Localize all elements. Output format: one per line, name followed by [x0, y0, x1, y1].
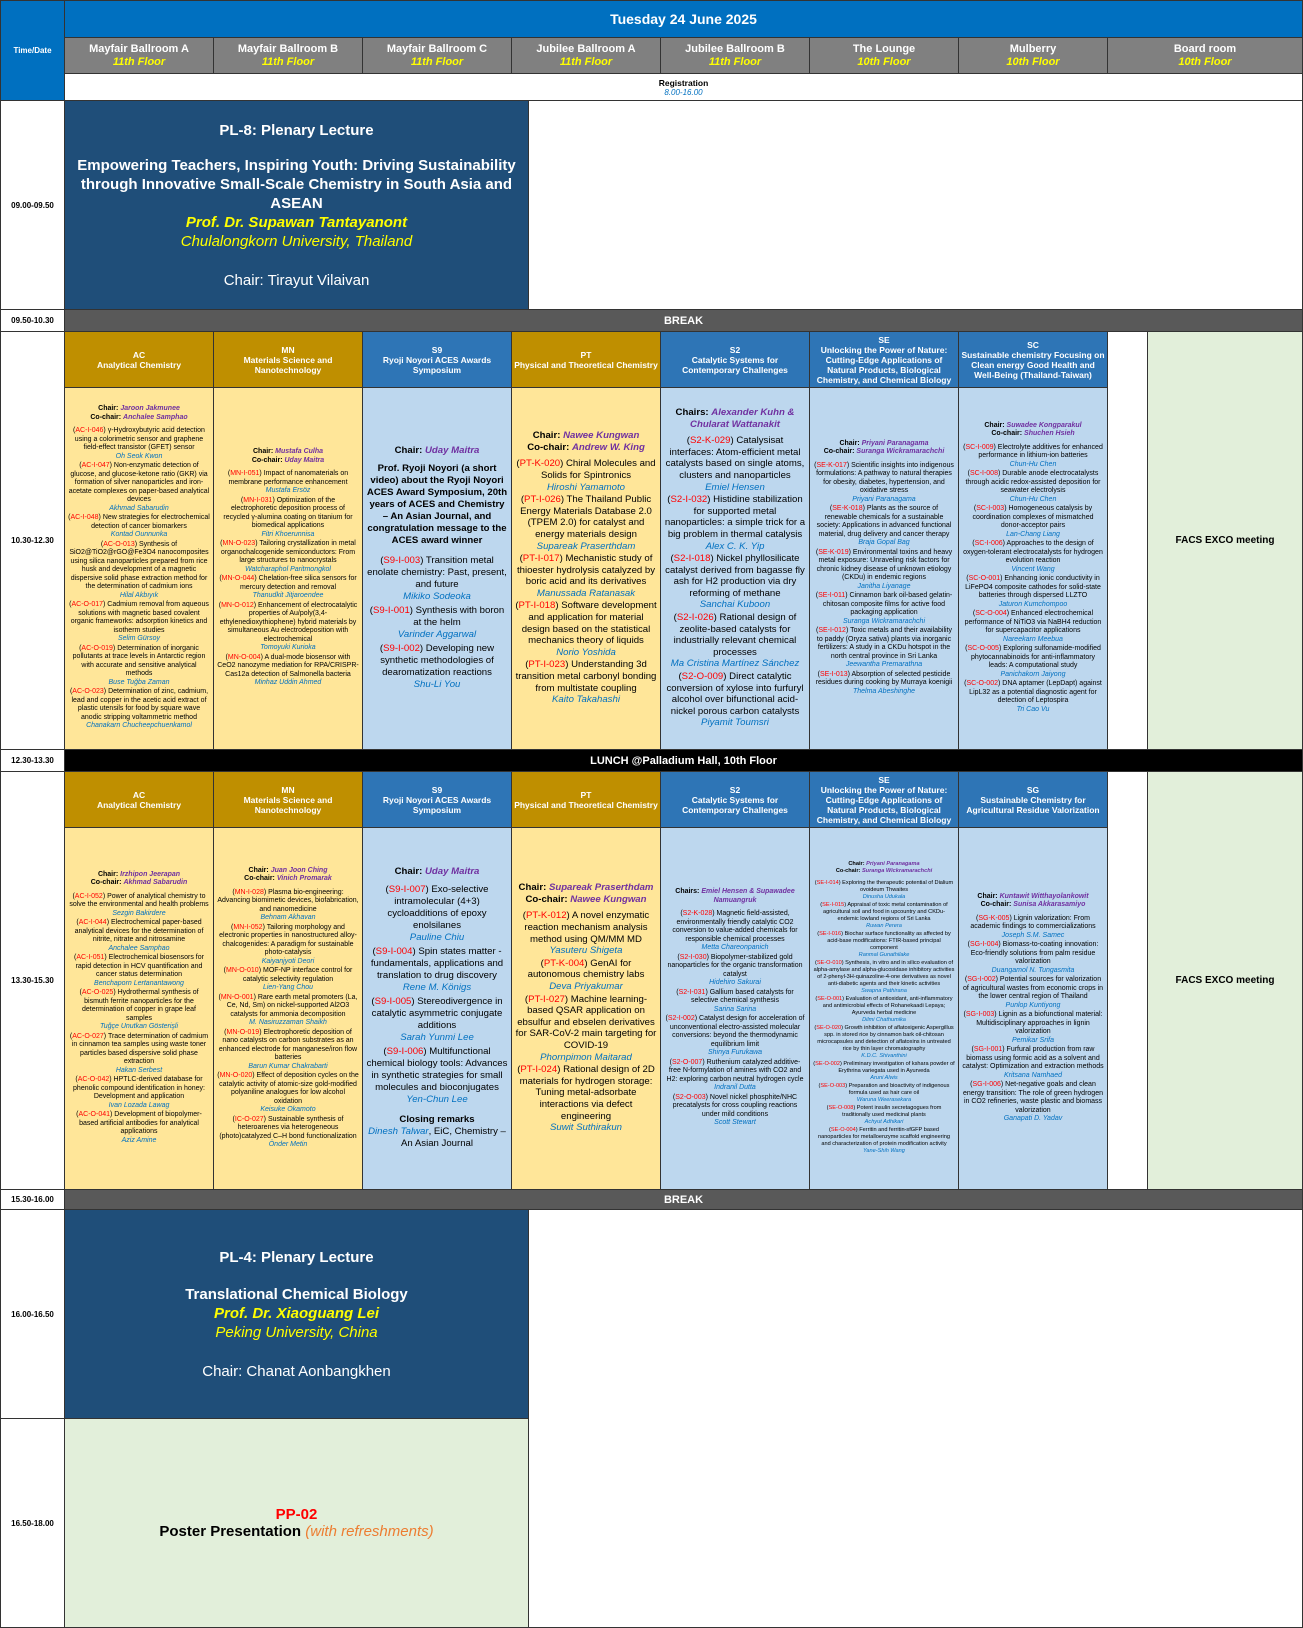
session-header	[660, 771, 810, 828]
room-floor: 11th Floor	[559, 55, 613, 68]
talk: (S9-I-006) Multifunctional chemical biology tools: Advances in synthetic strategies for small molecules and bioconjugates Yen-Chun Lee	[366, 1045, 508, 1105]
room-floor: 11th Floor	[112, 55, 166, 68]
session-body	[958, 827, 1108, 1190]
talk: (MN-O-004) A dual-mode biosensor with CeO2 nanozyme mediation for RPA/CRISPR-Cas12a detection of Salmonella bacteria Minhaz Uddin Ahmed	[217, 653, 359, 687]
talk: (SE-O-004) Ferritin and ferritin-sfGFP based nanoparticles for metalloenzyme scaffold engineering and characterization of protein modification activity Yane-Shih Wang	[817, 1127, 951, 1154]
session-header	[809, 331, 959, 388]
poster-session: PP-02 Poster Presentation (with refreshments)	[64, 1418, 529, 1628]
closing-remarks: Closing remarks Dinesh Talwar, EiC, Chemistry – An Asian Journal	[368, 1113, 506, 1149]
talk: (MN-I-052) Tailoring morphology and electronic properties in nanostructured alloy-chalcogenides: A paradigm for sustainable photo-catalysis Kaiyanjyoti Deori	[219, 923, 357, 965]
session-chair: Chair: Kuntawit Witthayolankowit Co-chair: Sunisa Akkarasamiyo	[977, 892, 1089, 908]
talk: (SE-I-014) Exploring the therapeutic potential of Dialium ovoideum Thwaites Dinusha Udukala	[814, 880, 954, 900]
talk: (MN-O-012) Enhancement of electrocatalytic properties of Au/poly(3,4-ethylenedioxythiophene) hybrid materials by simultaneous Au electrodeposition with electrochemical Tomoyuki Kurioka	[218, 601, 358, 652]
talk: (SE-O-010) Synthesis, in vitro and in silico evaluation of alpha-amylase and alpha-glucosidase inhibitory activities of 2-phenyl-3H-quinazoline-4-one derivatives as novel anti-diabetic agents and their kinetic activities Swapna Pathirana	[813, 960, 955, 994]
session-name: Materials Science and Nanotechnology	[243, 354, 333, 375]
session-code: AC	[132, 789, 146, 800]
talk: (PT-K-004) GenAI for autonomous chemistry labs Deva Priyakumar	[527, 957, 645, 993]
talk: (SE-O-002) Preliminary investigation of kshara powder of Erythrina variegata used in Ayurveda Aruni Alwis	[813, 1061, 955, 1081]
talk: (AC-I-051) Electrochemical biosensors for rapid detection in HCV quantification and cancer status determination Benchaporn Lertanantawong	[74, 954, 204, 987]
session-chairs: Chairs: Alexander Kuhn & Chularat Wattanakit	[675, 406, 795, 430]
lunch-banner: LUNCH @Palladium Hall, 10th Floor	[64, 749, 1303, 772]
session-body	[511, 827, 661, 1190]
session-name: Unlocking the Power of Nature: Cutting-Edge Applications of Natural Products, Biological Chemistry, and Chemical Biology	[816, 784, 952, 825]
talk: (SC-O-004) Enhanced electrochemical performance of NiTiO3 via NaBH4 reduction for supercapacitor applications Nareekarn Meebua	[964, 610, 1102, 643]
session-intro: Prof. Ryoji Noyori (a short video) about the Ryoji Noyori ACES Award Symposium, 20th years of ACES and Chemistry – An Asian Journal, and congratulation message to the ACES award winner	[366, 462, 508, 546]
talk: (AC-O-023) Determination of zinc, cadmium, lead and copper in the acetic acid extract of plastic utensils for food by square wave anodic stripping voltammetric method Chanakarn Chucheepchuenkamol	[69, 688, 209, 730]
session-code: PT	[580, 349, 592, 360]
room-floor: 11th Floor	[261, 55, 315, 68]
time-slot: 16.50-18.00	[0, 1418, 65, 1628]
exco-meeting-pm: FACS EXCO meeting	[1147, 771, 1303, 1190]
talk: (AC-O-027) Trace determination of cadmium in cinnamon tea samples using waste toner particles based dispersive solid phase extraction Hakan Serbest	[69, 1032, 209, 1074]
session-name: Catalytic Systems for Contemporary Challenges	[682, 794, 788, 815]
time-slot: 12.30-13.30	[0, 749, 65, 772]
talk: (MN-O-010) MOF-NP interface control for catalytic selectivity regulation Lien-Yang Chou	[223, 967, 353, 991]
session-body	[362, 387, 512, 750]
talk: (SC-I-009) Electrolyte additives for enhanced performance in lithium-ion batteries Chun-Hu Chen	[963, 443, 1103, 468]
session-name: Materials Science and Nanotechnology	[243, 794, 333, 815]
break-banner: BREAK	[64, 309, 1303, 332]
date-title: Tuesday 24 June 2025	[64, 0, 1303, 38]
talk: (AC-O-019) Determination of inorganic pollutants at trace levels in Antarctic region with accurate and sensitive analytical methods Buse Tuğba Zaman	[72, 644, 206, 686]
talk: (S9-I-007) Exo-selective intramolecular (4+3) cycloadditions of epoxy enolsilanes Pauline Chiu	[385, 883, 489, 943]
session-code: SE	[878, 334, 890, 345]
talk: (SG-I-002) Potential sources for valorization of agricultural wastes from economic crops in the lower central region of Thailand Punlop Kuntiyong	[962, 976, 1104, 1009]
session-chair: Chair: Uday Maitra	[394, 444, 480, 456]
session-body	[958, 387, 1108, 750]
room-header	[1107, 37, 1303, 74]
talk: (SE-I-012) Toxic metals and their availability to paddy (Oryza sativa) plants via inorganic fertilizers: A study in a CKDu hotspot in the north central province in Sri Lanka Jeewantha Premarathna	[815, 627, 953, 669]
talk: (AC-O-013) Synthesis of SiO2@TiO2@rGO@Fe3O4 nanocomposites using silica nanoparticles prepared from rice husk and development of a magnetic dispersive solid phase extraction method for the determination of cadmium ions Hilal Akbıyık	[69, 540, 209, 599]
talk: (SE-O-020) Growth inhibition of aflatoxigenic Aspergillus spp. in stored rice by cinnamon bark oil-chitosan microcapsules and detection of aflatoxins in untreated rice by thin layer chromatography K.D.C. Shivanthini	[814, 1025, 954, 1059]
session-body	[511, 387, 661, 750]
session-chair: Chair: Suwadee Kongparakul Co-chair: Shuchen Hsieh	[984, 421, 1082, 438]
session-chair: Chair: Mustafa Culha Co-chair: Uday Maitra	[251, 448, 325, 464]
session-body	[809, 827, 959, 1190]
talk: (S9-I-001) Synthesis with boron at the helm Varinder Aggarwal	[369, 604, 505, 640]
talk: (PT-I-024) Rational design of 2D materials for hydrogen storage: Tuning metal-adsorbate interactions via defect engineering Suwit Suthirakun	[517, 1064, 655, 1134]
session-code: MN	[281, 344, 295, 355]
session-name: Unlocking the Power of Nature: Cutting-Edge Applications of Natural Products, Biological Chemistry, and Chemical Biology	[816, 344, 952, 385]
session-header	[511, 771, 661, 828]
session-chair: Chair: Juan Joon Ching Co-chair: Vinich Promarak	[244, 866, 332, 882]
talk: (S9-I-005) Stereodivergence in catalytic asymmetric conjugate additions Sarah Yunmi Lee	[371, 995, 503, 1043]
session-header	[958, 331, 1108, 388]
talk: (SG-I-001) Furfural production from raw biomass using formic acid as a solvent and catalyst: Optimization and extraction methods Kritsana Namhaed	[962, 1046, 1104, 1079]
room-name: The Lounge	[852, 42, 916, 55]
session-chair: Chair: Priyani Paranagama Co-chair: Suranga Wickramarachchi	[823, 439, 945, 456]
session-chair: Chair: Supareak Praserthdam Co-chair: Nawee Kungwan	[518, 882, 654, 905]
talk: (SC-I-006) Approaches to the design of oxygen-tolerant electrocatalysts for hydrogen evolution reaction Vincent Wang	[963, 540, 1103, 573]
room-header	[362, 37, 512, 74]
talk: (AC-I-047) Non-enzymatic detection of glucose, and glucose-ketone ratio (GKR) via formation of silver nanoparticles and iron-acetate complexes on paper-based analytical devices Akhmad Sabarudin	[68, 462, 210, 512]
room-name: Board room	[1173, 42, 1237, 55]
talk: (PT-I-027) Machine learning-based QSAR application on ebsulfur and ebselen derivatives for SAR-CoV-2 main targeting for COVID-19 Phornpimon Maitarad	[515, 993, 657, 1063]
talk: (S2-O-003) Novel nickel phosphite/NHC precatalysts for cross coupling reactions under mild conditions Scott Stewart	[672, 1093, 798, 1127]
talk: (PT-I-017) Mechanistic study of thioester hydrolysis catalyzed by boric acid and its derivatives Manussada Ratanasak	[516, 553, 656, 599]
talk: (SC-O-001) Enhancing ionic conductivity in LiFePO4 composite cathodes for solid-state batteries through dispersed LLZTO Jaturon Kumchompoo	[965, 575, 1101, 608]
room-name: Mayfair Ballroom C	[386, 42, 488, 55]
talk: (AC-O-025) Hydrothermal synthesis of bismuth ferrite nanoparticles for the determination of copper in grape leaf samples Tuğçe Unutkan Gösterişli	[79, 989, 199, 1031]
talk: (S2-I-031) Gallium based catalysts for selective chemical synthesis Sarina Sarina	[676, 988, 794, 1013]
talk: (AC-O-017) Cadmium removal from aqueous solutions with magnetic based covalent organic frameworks: adsorption kinetics and isotherm studies Selim Gürsoy	[69, 601, 209, 643]
talk: (SC-O-005) Exploring sulfonamide-modified phytocannabinoids for anti-inflammatory leads: A computational study Panichakorn Jaiyong	[965, 645, 1101, 678]
poster-title: Poster Presentation	[159, 1523, 302, 1540]
talk: (SE-O-001) Evaluation of antioxidant, anti-inflammatory and antimicrobial effects of Rohanekaadi Lepaya; Ayurveda herbal medicine Dilmi Chathumika	[815, 996, 953, 1023]
session-code: MN	[281, 784, 295, 795]
time-slot: 10.30-12.30	[0, 331, 65, 750]
session-code: S9	[431, 344, 443, 355]
talk: (PT-I-026) The Thailand Public Energy Materials Database 2.0 (TPEM 2.0) for catalyst and energy materials design Supareak Praserthdam	[520, 494, 652, 552]
room-header	[958, 37, 1108, 74]
talk: (S2-O-009) Direct catalytic conversion of xylose into furfuryl alcohol over bifunctional acid-nickel porous carbon catalysts Piyamit Toumsri	[666, 671, 804, 729]
talk: (IC-O-027) Sustainable synthesis of heteroarenes via heterogeneous (photo)catalyzed C–H bond functionalization Önder Metin	[219, 1115, 357, 1148]
talk: (MN-O-001) Rare earth metal promoters (La, Ce, Nd, Sm) on nickel-supported Al2O3 catalysts for ammonia decomposition M. Nasiruzzaman Shaikh	[218, 993, 358, 1026]
talk: (SE-O-008) Potent insulin secretagogues from traditionally used medicinal plants Achyut Adhikari	[826, 1105, 942, 1125]
session-header	[213, 331, 363, 388]
empty-area	[528, 100, 1303, 310]
session-code: S2	[729, 344, 741, 355]
talk: (SG-I-004) Biomass-to-coating innovation: Eco-friendly solutions from palm residue valorization Duangamol N. Tungasmita	[967, 941, 1099, 974]
session-body	[660, 827, 810, 1190]
session-header	[809, 771, 959, 828]
room-header	[660, 37, 810, 74]
talk: (AC-O-041) Development of biopolymer-based artificial antibodies for analytical applications Aziz Amine	[76, 1111, 202, 1144]
session-header	[958, 771, 1108, 828]
time-date-header: Time/Date	[0, 0, 65, 101]
talk: (MN-O-019) Electrophoretic deposition of nano catalysts on carbon substrates as an enhanced electrode for manganese/iron flow batteries Barun Kumar Chakrabarti	[218, 1028, 358, 1070]
session-header	[362, 771, 512, 828]
room-header	[64, 37, 214, 74]
session-body	[660, 387, 810, 750]
talk: (SC-O-002) DNA aptamer (LepDapt) against LipL32 as a potential diagnostic agent for detection of Leptospira Tri Cao Vu	[964, 680, 1102, 713]
session-name: Catalytic Systems for Contemporary Challenges	[682, 354, 788, 375]
talk: (S2-O-007) Ruthenium catalyzed additive-free N-formylation of amines with CO2 and H2: exploring carbon neutral hydrogen cycle Indranil Dutta	[666, 1058, 804, 1092]
talk: (S9-I-004) Spin states matter - fundamentals, applications and translation to drug discovery Rene M. Königs	[370, 945, 504, 993]
session-code: SG	[1026, 784, 1040, 795]
talk: (SE-K-019) Environmental toxins and heavy metal exposure: Unraveling risk factors for chronic kidney disease of unknown etiology (CKDu) in endemic regions Janitha Liyanage	[815, 548, 953, 590]
room-floor: 11th Floor	[708, 55, 762, 68]
session-code: PT	[580, 789, 592, 800]
talk: (S2-I-018) Nickel phyllosilicate catalyst derived from bagasse fly ash for H2 production via dry reforming of methane Sanchai Kuboon	[665, 553, 805, 611]
session-header	[64, 331, 214, 388]
room-floor: 10th Floor	[857, 55, 911, 68]
talk: (MN-I-028) Plasma bio-engineering: Advancing biomimetic devices, biofabrication, and nanomedicine Behnam Akhavan	[217, 888, 359, 921]
session-name: Ryoji Noyori ACES Awards Symposium	[382, 354, 492, 375]
talk: (S2-I-002) Catalyst design for acceleration of unconventional electro-assisted molecular conversions: beyond the thermodynamic equilibrium limit Shinya Furukawa	[665, 1015, 805, 1057]
talk: (SE-K-017) Scientific insights into indigenous formulations: A pathway to natural therapies for obesity, diabetes, hypertension, and oxidative stress Priyani Paranagama	[814, 461, 954, 503]
talk: (AC-O-042) HPTLC-derived database for phenolic compound identification in honey: Development and application Ivan Lozada Lawag	[73, 1076, 205, 1109]
exco-meeting-am: FACS EXCO meeting	[1147, 331, 1303, 750]
room-name: Jubilee Ballroom A	[536, 42, 636, 55]
session-body	[809, 387, 959, 750]
talk: (SG-I-006) Net-negative goals and clean energy transition: The role of green hydrogen in CO2 refineries, waste plastic and biomass valorization Ganapati D. Yadav	[963, 1081, 1103, 1122]
session-name: Analytical Chemistry	[96, 799, 182, 810]
time-slot: 09.50-10.30	[0, 309, 65, 332]
session-code: AC	[132, 349, 146, 360]
talk: (S2-I-026) Rational design of zeolite-based catalysts for industrially relevant chemical processes Ma Cristina Martínez Sánchez	[670, 612, 800, 670]
session-code: SE	[878, 774, 890, 785]
talk: (PT-K-012) A novel enzymatic reaction mechanism analysis method using QM/MM MD Yasuteru Shigeta	[522, 910, 650, 957]
session-header	[213, 771, 363, 828]
registration-row: Registration 8.00-16.00	[64, 73, 1303, 101]
talk: (MN-O-023) Tailoring crystallization in metal organochalcogenide semiconductors: From large structures to nanocrystals Watcharaphol Paritmongkol	[220, 540, 356, 573]
plenary-lecture-pl8: PL-8: Plenary Lecture Empowering Teachers, Inspiring Youth: Driving Sustainability through Innovative Small-Scale Chemistry in South Asia and ASEAN Prof. Dr. Supawan Tantayanont Chulalongkorn University, Thailand Chair: Tirayut Vilaivan	[64, 100, 529, 310]
talk: (SE-I-013) Absorption of selected pesticide residues during cooking by Murraya koenigii Thelma Abeshinghe	[815, 670, 953, 695]
session-name: Sustainable chemistry Focusing on Clean energy Good Health and Well-Being (Thailand-Taiwan)	[961, 349, 1105, 380]
session-body	[213, 387, 363, 750]
talk: (S2-K-028) Magnetic field-assisted, environmentally friendly catalytic CO2 conversion to value-added chemicals for responsible chemical processes Metta Chareonpanich	[672, 910, 798, 952]
talk: (AC-I-044) Electrochemical paper-based analytical devices for the determination of nitrite, nitrate and nitrosamine Anchalee Samphao	[74, 919, 204, 952]
time-slot: 09.00-09.50	[0, 100, 65, 310]
room-floor: 10th Floor	[1006, 55, 1060, 68]
room-name: Mayfair Ballroom B	[237, 42, 339, 55]
session-code: SC	[1027, 339, 1039, 350]
poster-note: (with refreshments)	[305, 1523, 434, 1540]
talk: (SG-K-005) Lignin valorization: From academic findings to commercializations Joseph S.M. Samec	[970, 914, 1096, 939]
session-name: Sustainable Chemistry for Agricultural Residue Valorization	[966, 794, 1100, 815]
talk: (MN-I-051) Impact of nanomaterials on membrane performance enhancement Mustafa Ersöz	[227, 470, 349, 495]
session-header	[64, 771, 214, 828]
session-code: S9	[431, 784, 443, 795]
talk: (SC-I-003) Homogeneous catalysis by coordination complexes of mismatched donor-acceptor pairs Lan-Chang Liang	[972, 505, 1094, 538]
session-chair: Chair: Jaroon Jakmunee Co-chair: Anchalee Samphao	[90, 405, 188, 421]
talk: (PT-I-018) Software development and application for material design based on the statistical mechanics theory of liquids Norio Yoshida	[515, 600, 657, 658]
session-chair: Chair: Uday Maitra	[394, 865, 480, 877]
talk: (MN-I-031) Optimization of the electrophoretic deposition process of recycled γ-alumina coating on titanium for biomedical applications Fitri Khoerunnisa	[223, 496, 353, 538]
talk: (MN-O-020) Effect of deposition cycles on the catalytic activity of atomic-size gold-modified polyaniline analogues for low alcohol oxidation Keisuke Okamoto	[217, 1072, 359, 1113]
talk: (MN-O-044) Chelation-free silica sensors for mercury detection and removal Thanudkit Jitjaroendee	[219, 575, 357, 600]
room-name: Mayfair Ballroom A	[89, 42, 189, 55]
talk: (S2-I-032) Histidine stabilization for supported metal nanoparticles: a simple trick for a big problem in thermal catalysis Alex C. K. Yip	[664, 494, 806, 552]
session-name: Physical and Theoretical Chemistry	[514, 359, 658, 370]
session-body	[362, 827, 512, 1190]
session-chair: Chair: Priyani Paranagama Co-chair: Suranga Wickramarachchi	[835, 861, 933, 874]
time-slot: 15.30-16.00	[0, 1189, 65, 1210]
talk: (SC-I-008) Durable anode electrocatalysts through acidic redox-assisted deposition for seawater electrolysis Chun-Hu Chen	[965, 470, 1101, 503]
session-header	[362, 331, 512, 388]
break-banner-2: BREAK	[64, 1189, 1303, 1210]
talk: (SE-I-015) Appraisal of toxic metal contamination of agricultural soil and food in upcountry and CKDu-endemic lowland regions of Sri Lanka Ruwan Perera	[820, 902, 948, 929]
session-chairs: Chairs: Emiel Hensen & Supawadee Namuangruk	[675, 888, 795, 904]
room-floor: 10th Floor	[1178, 55, 1232, 68]
session-body	[64, 387, 214, 750]
room-name: Jubilee Ballroom B	[685, 42, 785, 55]
time-slot: 13.30-15.30	[0, 771, 65, 1190]
talk: (SG-I-003) Lignin as a biofunctional material: Multidisciplinary approaches in lignin valorization Pemikar Srifa	[963, 1011, 1103, 1044]
talk: (AC-I-046) γ-Hydroxybutyric acid detection using a colorimetric sensor and graphene field-effect transistor (GFET) sensor Oh Seok Kwon	[73, 427, 205, 460]
session-name: Physical and Theoretical Chemistry	[514, 799, 658, 810]
room-floor: 11th Floor	[410, 55, 464, 68]
session-header	[660, 331, 810, 388]
talk: (SE-I-016) Biochar surface functionality as affected by acid-base modifications: FTIR-based principal component Ranmal Gunathilake	[817, 931, 951, 958]
session-name: Analytical Chemistry	[96, 359, 182, 370]
talk: (SE-K-018) Plants as the source of renewable chemicals for a sustainable society: Applications in advanced functional material, drug delivery and cancer therapy Braja Gopal Bag	[816, 505, 952, 547]
talk: (S2-I-030) Biopolymer-stabilized gold nanoparticles for the organic transformation catalyst Hidehiro Sakurai	[667, 953, 803, 987]
talk: (PT-I-023) Understanding 3d transition metal carbonyl bonding from multistate coupling Kaito Takahashi	[515, 659, 657, 706]
session-header	[511, 331, 661, 388]
session-body	[64, 827, 214, 1190]
session-code: S2	[729, 784, 741, 795]
room-header	[213, 37, 363, 74]
talk: (PT-K-020) Chiral Molecules and Solids for Spintronics Hiroshi Yamamoto	[516, 458, 656, 493]
room-header	[511, 37, 661, 74]
session-chair: Chair: Nawee Kungwan Co-chair: Andrew W. King	[527, 430, 645, 453]
talk: (SE-I-011) Cinnamon bark oil-based gelatin-chitosan composite films for active food packaging application Suranga Wickramarachchi	[815, 592, 953, 625]
plenary-lecture-pl4: PL-4: Plenary Lecture Translational Chemical Biology Prof. Dr. Xiaoguang Lei Peking University, China Chair: Chanat Aonbangkhen	[64, 1209, 529, 1419]
talk: (S9-I-003) Transition metal enolate chemistry: Past, present, and future Mikiko Sodeoka	[367, 554, 507, 602]
room-header	[809, 37, 959, 74]
talk: (AC-I-052) Power of analytical chemistry to solve the environmental and health problems Sezgin Bakirdere	[69, 892, 209, 917]
talk: (SE-O-003) Preparation and bioactivity of indigenous formula used as hair care oil Waruna Weerasekara	[818, 1083, 950, 1103]
talk: (S2-K-029) Catalysisat interfaces: Atom-efficient metal catalysts based on single atoms, clusters and nanoparticles Emiel Hensen	[665, 435, 805, 493]
empty-area-2	[528, 1209, 1303, 1628]
talk: (AC-I-048) New strategies for electrochemical detection of cancer biomarkers Kontad Ounnunka	[68, 514, 210, 539]
talk: (S9-I-002) Developing new synthetic methodologies of dearomatization reactions Shu-Li You	[379, 642, 495, 690]
session-chair: Chair: Irzhipon Jeerapan Co-chair: Akhmad Sabarudin	[90, 870, 188, 887]
room-name: Mulberry	[1009, 42, 1057, 55]
time-slot: 16.00-16.50	[0, 1209, 65, 1419]
session-name: Ryoji Noyori ACES Awards Symposium	[382, 794, 492, 815]
session-body	[213, 827, 363, 1190]
